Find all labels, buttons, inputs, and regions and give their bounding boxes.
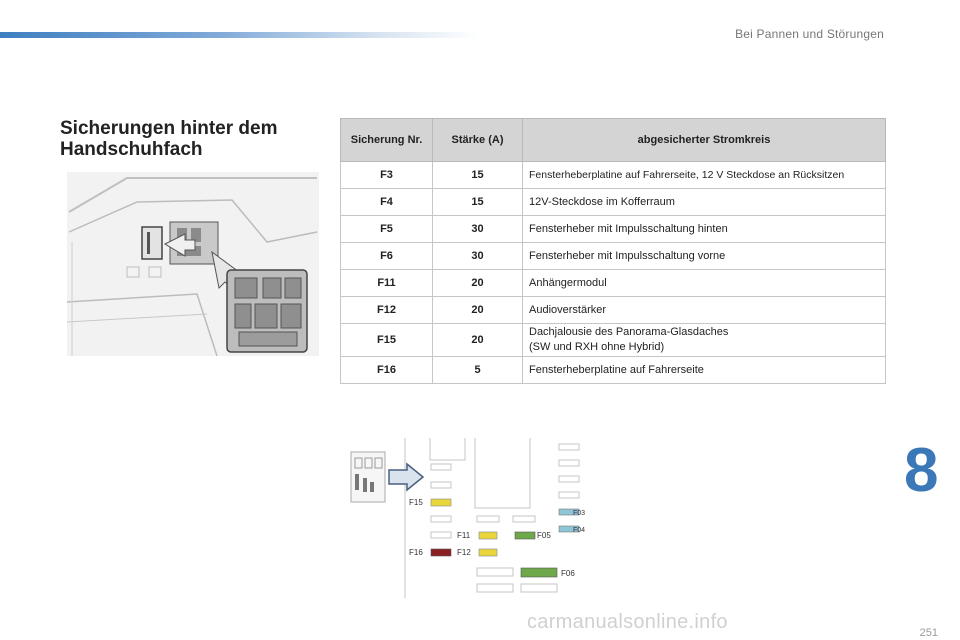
page-number: 251 — [919, 627, 938, 639]
fuse-circuit: Fensterheber mit Impulsschaltung vorne — [523, 243, 886, 270]
fuse-box-diagram — [345, 438, 585, 598]
fuse-number: F15 — [341, 324, 433, 357]
chapter-number: 8 — [904, 436, 939, 505]
header-fuse-number: Sicherung Nr. — [341, 119, 433, 162]
fuse-number: F16 — [341, 357, 433, 384]
fuse-f16 — [431, 549, 451, 556]
watermark-text: carmanualsonline.info — [527, 611, 728, 633]
table-row — [341, 297, 886, 324]
fuse-circuit-line-1: Dachjalousie des Panorama-Glasdaches — [529, 326, 729, 338]
fuse-f11 — [479, 532, 497, 539]
fuse-label-f03: F03 — [572, 510, 585, 517]
fuse-circuit: Fensterheberplatine auf Fahrerseite, 12 V Steckdose an Rücksitzen — [523, 162, 886, 189]
fuse-circuit: Audioverstärker — [523, 297, 886, 324]
glovebox-fuse-photo — [67, 172, 319, 356]
header-circuit: abgesicherter Stromkreis — [523, 119, 886, 162]
fuse-amperage: 20 — [433, 270, 523, 297]
fuse-number: F5 — [341, 216, 433, 243]
page-title: Sicherungen hinter dem Handschuhfach — [60, 118, 278, 160]
table-row — [341, 270, 886, 297]
fuse-circuit: Fensterheber mit Impulsschaltung hinten — [523, 216, 886, 243]
fuse-amperage: 20 — [433, 324, 523, 357]
fuse-box-outline — [405, 438, 530, 598]
arrow-icon — [389, 464, 423, 490]
fuse-label-f15: F15 — [409, 498, 423, 507]
table-row — [341, 162, 886, 189]
fuse-number: F6 — [341, 243, 433, 270]
fuse-amperage: 15 — [433, 189, 523, 216]
fuse-f05 — [515, 532, 535, 539]
header-amperage: Stärke (A) — [433, 119, 523, 162]
fuse-table — [340, 118, 886, 384]
fuse-amperage: 30 — [433, 216, 523, 243]
header-accent-bar — [0, 32, 480, 38]
fuse-label-f06: F06 — [561, 569, 575, 578]
table-row — [341, 324, 886, 357]
fuse-f06 — [521, 568, 557, 577]
fuse-label-f16: F16 — [409, 548, 423, 557]
fuse-number: F4 — [341, 189, 433, 216]
section-label: Bei Pannen und Störungen — [735, 27, 884, 41]
fuse-circuit — [523, 324, 886, 357]
mini-fuse-box-icon — [351, 452, 385, 502]
fuse-label-f11: F11 — [457, 531, 471, 540]
fuse-f15 — [431, 499, 451, 506]
table-row — [341, 216, 886, 243]
fuse-amperage: 20 — [433, 297, 523, 324]
fuse-label-f05: F05 — [537, 531, 551, 540]
fuse-label-f04: F04 — [572, 527, 585, 534]
fuse-circuit-line-2: (SW und RXH ohne Hybrid) — [529, 341, 665, 353]
table-row — [341, 189, 886, 216]
fuse-circuit: 12V-Steckdose im Kofferraum — [523, 189, 886, 216]
fuse-f12 — [479, 549, 497, 556]
fuse-circuit: Anhängermodul — [523, 270, 886, 297]
fuse-number: F3 — [341, 162, 433, 189]
fuse-table-header-row — [341, 119, 886, 162]
fuse-amperage: 30 — [433, 243, 523, 270]
fuse-number: F11 — [341, 270, 433, 297]
table-row — [341, 243, 886, 270]
fuse-circuit: Fensterheberplatine auf Fahrerseite — [523, 357, 886, 384]
fuse-amperage: 15 — [433, 162, 523, 189]
fuse-amperage: 5 — [433, 357, 523, 384]
table-row — [341, 357, 886, 384]
fuse-label-f12: F12 — [457, 548, 471, 557]
fuse-number: F12 — [341, 297, 433, 324]
